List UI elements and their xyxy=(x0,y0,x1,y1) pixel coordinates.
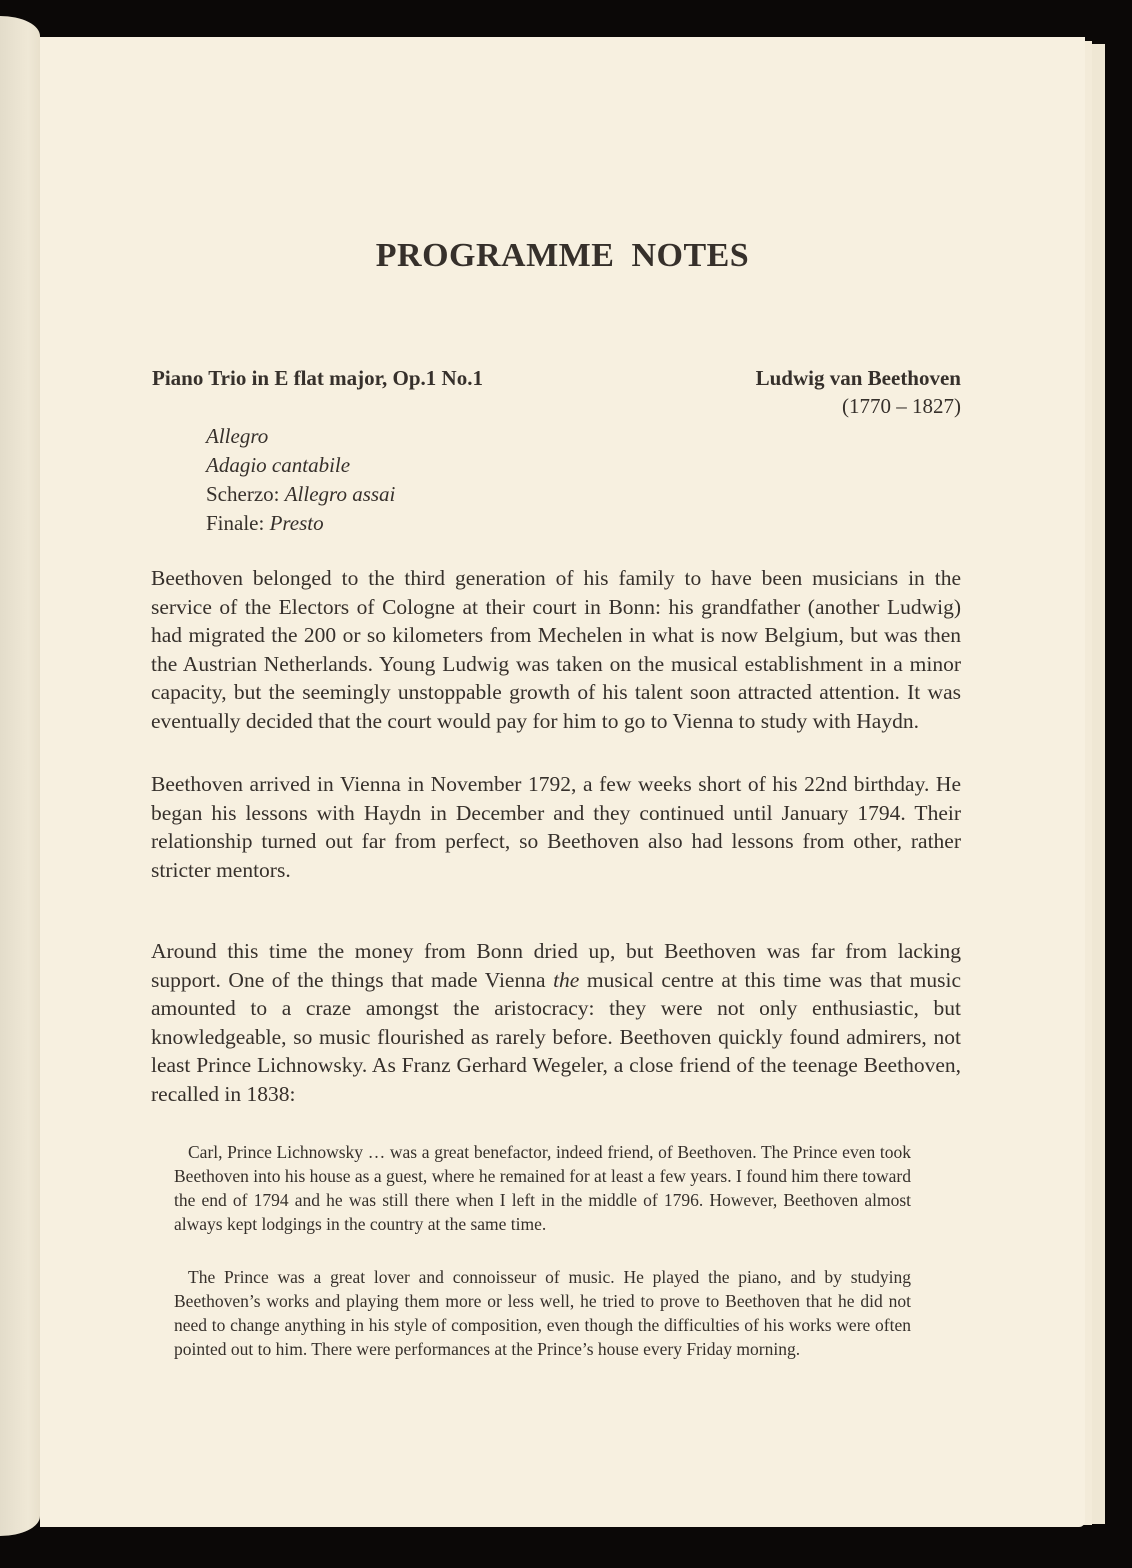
movement-label: Scherzo: xyxy=(206,482,285,506)
movement-tempo: Presto xyxy=(269,511,324,535)
body-paragraph: Beethoven arrived in Vienna in November 1792, a few weeks short of his 22nd birthday. He began his lessons with Haydn in December and they continued until January 1794. Their relationship turned out far from perfect, so Beethoven also had lessons from other, rather stricter mentors. xyxy=(151,772,961,882)
movement-item xyxy=(206,451,395,480)
movement-list xyxy=(206,422,395,538)
block-quote-paragraph: Carl, Prince Lichnowsky … was a great benefactor, indeed friend, of Beethoven. The Prince even took Beethoven into his house as a guest, where he remained for at least a few years. I found him there toward the end of 1794 and he was still there when I left in the middle of 1796. However, Beethoven almost always kept lodgings in the country at the same time. xyxy=(174,1142,911,1234)
work-title: Piano Trio in E flat major, Op.1 No.1 xyxy=(152,366,483,390)
movement-tempo: Adagio cantabile xyxy=(206,453,351,477)
composer-name: Ludwig van Beethoven xyxy=(755,366,961,390)
movement-tempo: Allegro assai xyxy=(284,482,396,506)
paragraph-text: Around this time the money from Bonn dried up, but Beethoven was far from lacking support. One of the things that made Vienna xyxy=(151,939,961,992)
body-paragraph: Beethoven belonged to the third generation of his family to have been musicians in the service of the Electors of Cologne at their court in Bonn: his grandfather (another Ludwig) had migrated the 200 or so kilometers from Mechelen in what is now Belgium, but was then the Austrian Netherlands. Young Ludwig was taken on the musical establishment in a minor capacity, but the seemingly unstoppable growth of his talent soon attracted attention. It was eventually decided that the court would pay for him to go to Vienna to study with Haydn. xyxy=(151,566,961,733)
movement-label: Finale: xyxy=(206,511,270,535)
block-quote-paragraph: The Prince was a great lover and connoisseur of music. He played the piano, and by studying Beethoven’s works and playing them more or less well, he tried to prove to Beethoven that he did not need to change anything in his style of composition, even though the difficulties of his works were often pointed out to him. There were performances at the Prince’s house every Friday morning. xyxy=(174,1267,911,1359)
paragraph-text: musical centre at this time was that music amounted to a craze amongst the aristocracy: they were not only enthusiastic, but knowledgeable, so music flourished as rarely before. Beethoven quickly found admirers, not least Prince Lichnowsky. As Franz Gerhard Wegeler, a close friend of the teenage Beethoven, recalled in 1838: xyxy=(151,967,961,1106)
paragraph-emphasis: the xyxy=(553,967,580,992)
work-header xyxy=(152,366,961,391)
movement-item xyxy=(206,509,395,538)
movement-item xyxy=(206,480,395,509)
page-title: PROGRAMME NOTES xyxy=(375,237,750,274)
composer-dates: (1770 – 1827) xyxy=(842,394,961,418)
movement-tempo: Allegro xyxy=(206,424,269,448)
body-paragraph xyxy=(151,937,961,1109)
facing-page-edge xyxy=(0,16,40,1536)
document-page xyxy=(40,37,1085,1527)
movement-item xyxy=(206,422,395,451)
